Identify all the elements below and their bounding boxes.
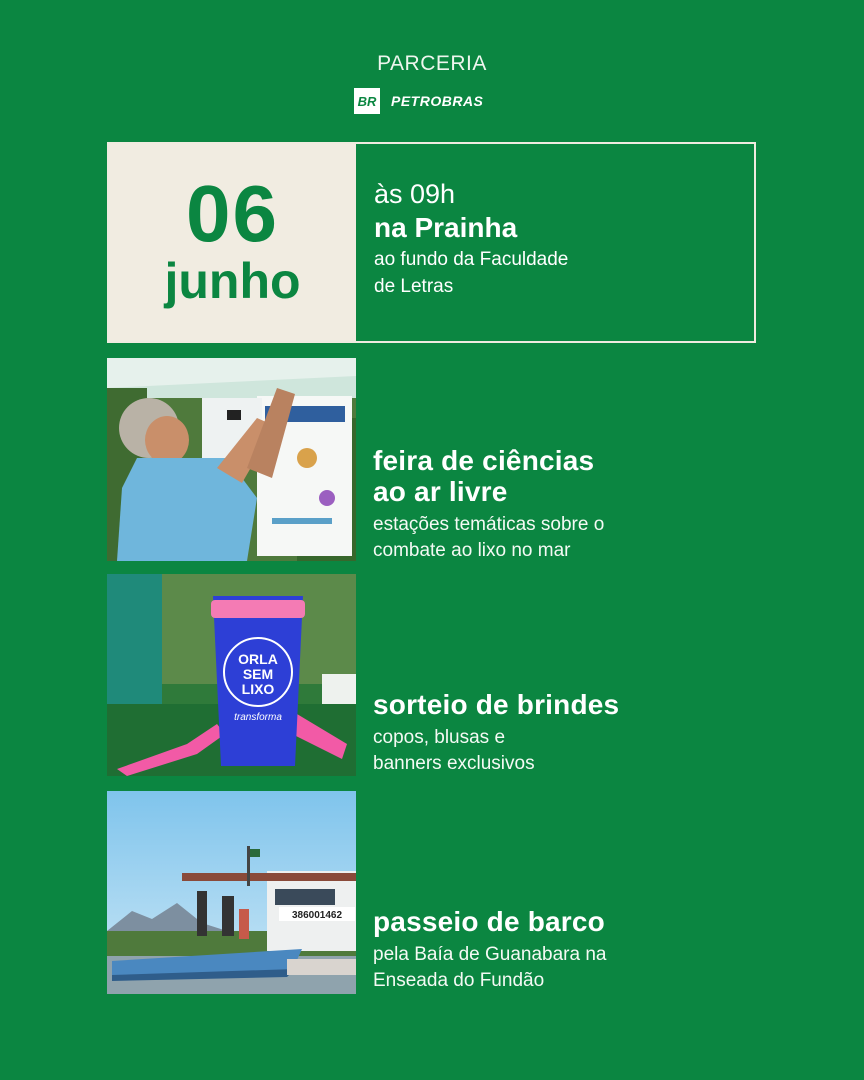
giveaway-item	[373, 690, 619, 778]
giveaway-title	[373, 690, 619, 721]
science-fair-title-line-2: ao ar livre	[373, 475, 508, 507]
giveaway-desc-line-2: banners exclusivos	[373, 753, 535, 775]
br-logo-icon: BR	[354, 88, 380, 114]
boat-trip-desc-line-2: Enseada do Fundão	[373, 970, 545, 992]
science-fair-item	[373, 446, 604, 565]
partnership-label: PARCERIA	[377, 52, 487, 75]
date-block	[109, 144, 356, 341]
place-detail-line-1: ao fundo da Faculdade	[374, 249, 569, 271]
boat-trip-item	[373, 907, 606, 995]
boat-photo	[107, 791, 356, 994]
boat-trip-title	[373, 907, 606, 938]
boat-id: 386001462	[291, 910, 343, 921]
blue-cup-photo	[107, 574, 356, 776]
event-place: na Prainha	[374, 212, 518, 244]
science-fair-title	[373, 446, 604, 508]
cup-text-line-1: ORLA	[238, 651, 278, 667]
event-day: 06	[186, 169, 279, 258]
date-card	[107, 142, 756, 343]
giveaway-title-line-1: sorteio de brindes	[373, 689, 620, 720]
science-fair-description	[373, 512, 604, 565]
cup-text-line-2: SEM	[242, 666, 274, 682]
giveaway-desc-line-1: copos, blusas e	[373, 726, 506, 748]
brand-name: PETROBRAS	[391, 93, 484, 109]
cup-text-line-4: transforma	[234, 712, 282, 723]
science-fair-desc-line-2: combate ao lixo no mar	[373, 540, 571, 562]
boat-trip-desc-line-1: pela Baía de Guanabara na	[373, 943, 607, 965]
boat-trip-title-line-1: passeio de barco	[373, 906, 605, 937]
boat-trip-description	[373, 942, 606, 995]
cup-text-line-3: LIXO	[241, 681, 275, 697]
petrobras-logo	[354, 88, 483, 114]
science-fair-desc-line-1: estações temáticas sobre o	[373, 513, 605, 535]
event-details	[374, 178, 568, 301]
header	[0, 52, 864, 76]
man-hanging-poster-photo	[107, 358, 356, 561]
place-detail-line-2: de Letras	[374, 275, 454, 297]
event-place-detail	[374, 247, 568, 300]
giveaway-description	[373, 725, 619, 778]
event-month: junho	[164, 253, 301, 309]
science-fair-title-line-1: feira de ciências	[373, 445, 595, 476]
event-time: às 09h	[374, 179, 456, 209]
